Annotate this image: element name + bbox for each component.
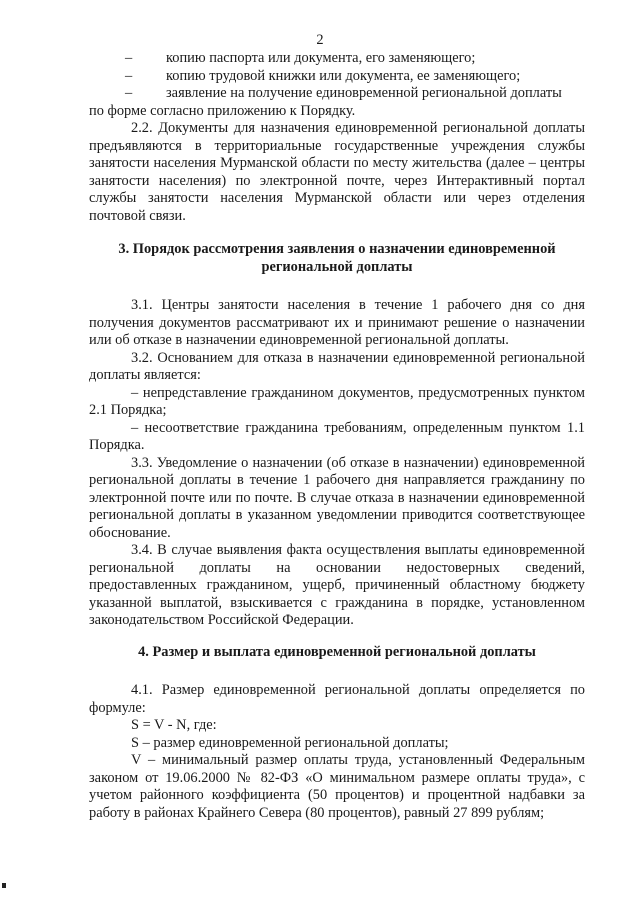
document-body: [89, 50, 585, 822]
list-dash: –: [125, 50, 133, 66]
list-item-continuation: по форме согласно приложению к Порядку.: [89, 102, 356, 119]
list-dash: –: [125, 85, 133, 101]
paragraph-3-1: 3.1. Центры занятости населения в течение 1 рабочего дня со дня получения документов рассматривают их и принимают решение о назначении или об отказе в назначении единовременной региональной доплаты.: [89, 297, 585, 348]
list-item: [89, 68, 585, 86]
list-dash: –: [125, 67, 133, 84]
list-item: [89, 85, 585, 103]
section-3-heading: 3. Порядок рассмотрения заявления о назначении единовременной региональной доплаты: [118, 241, 556, 275]
definition-v: V – минимальный размер оплаты труда, установленный Федеральным законом от 19.06.2000 № 82-ФЗ «О минимальном размере оплаты труда», с учетом районного коэффициента (50 процентов) и процентной надбавки за работу в районах Крайнего Севера (80 процентов), равный 27 899 рублям;: [89, 752, 585, 821]
paragraph-3-3: 3.3. Уведомление о назначении (об отказе в назначении) единовременной региональной доплаты в течение 1 рабочего дня направляется гражданину по электронной почте или по почте. В случае отказа в назначении единовременной региональной доплаты в указанном уведомлении приводится соответствующее обоснование.: [89, 454, 585, 541]
paragraph-3-2: 3.2. Основанием для отказа в назначении единовременной региональной доплаты является:: [89, 349, 585, 383]
paragraph-2-2: 2.2. Документы для назначения единовременной региональной доплаты предъявляются в территориальные государственные учреждения службы занятости населения Мурманской области по месту жительства (далее – центры занятости населения) по электронной почте, через Интерактивный портал службы занятости населения Мурманской области или через отделения почтовой связи.: [89, 120, 585, 224]
list-item: [89, 50, 585, 68]
paragraph-4-1: 4.1. Размер единовременной региональной доплаты определяется по формуле:: [89, 682, 585, 716]
paragraph-3-2-item-2: – несоответствие гражданина требованиям, определенным пунктом 1.1 Порядка.: [89, 419, 585, 453]
definition-s: S – размер единовременной региональной доплаты;: [131, 734, 449, 751]
list-item-text: копию паспорта или документа, его заменяющего;: [166, 50, 476, 66]
page-number: 2: [316, 32, 324, 48]
formula: S = V - N, где:: [131, 717, 217, 733]
section-4-heading: 4. Размер и выплата единовременной региональной доплаты: [138, 643, 536, 660]
scan-margin-mark: [2, 883, 6, 888]
list-item-text: заявление на получение единовременной региональной доплаты: [166, 85, 562, 101]
paragraph-3-2-item-1: – непредставление гражданином документов, предусмотренных пунктом 2.1 Порядка;: [89, 384, 585, 418]
list-item-text: копию трудовой книжки или документа, ее заменяющего;: [166, 67, 521, 84]
paragraph-3-4: 3.4. В случае выявления факта осуществления выплаты единовременной региональной доплаты на основании недостоверных сведений, предоставленных гражданином, ущерб, причиненный областному бюджету указанной выплатой, взыскивается с гражданина в порядке, установленном законодательством Российской Федерации.: [89, 542, 585, 628]
